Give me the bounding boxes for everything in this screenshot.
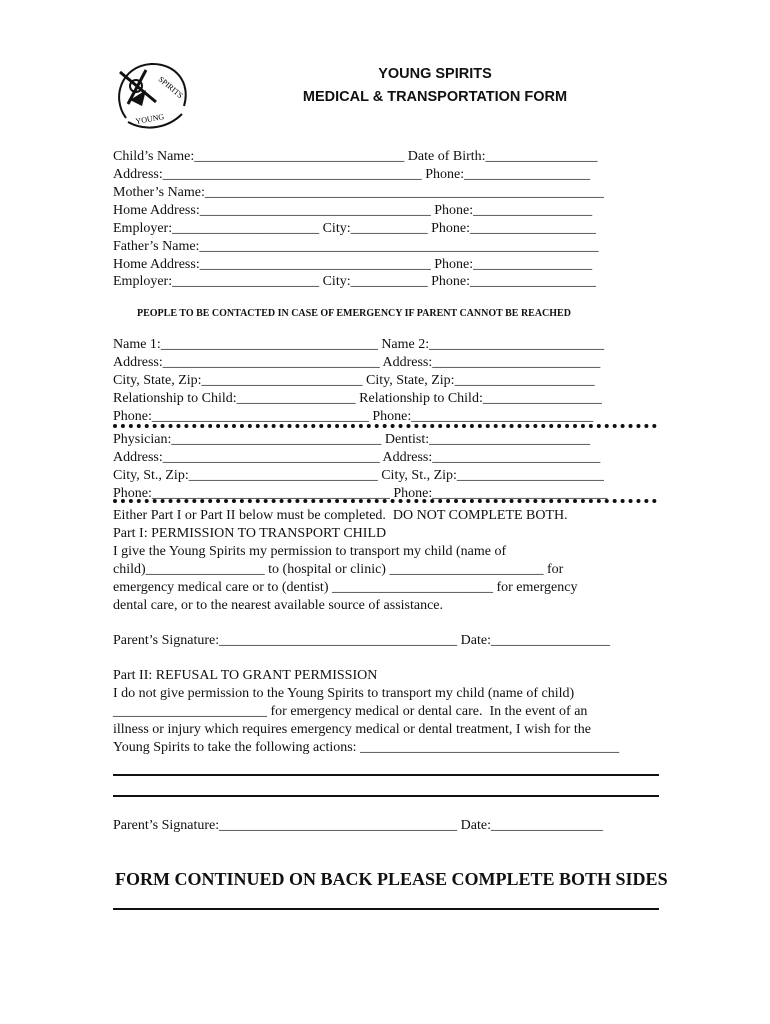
mother-name-line[interactable]: Mother’s Name:_________________________________________________________: [113, 185, 604, 200]
part1-text-line[interactable]: child)_________________ to (hospital or clinic) ______________________ for: [113, 562, 564, 577]
form-title-line2: MEDICAL & TRANSPORTATION FORM: [302, 89, 568, 105]
child-name-line[interactable]: Child’s Name:______________________________ Date of Birth:________________: [113, 149, 598, 164]
part1-text-line: I give the Young Spirits my permission to transport my child (name of: [113, 544, 507, 559]
contact-phone-line[interactable]: Phone:_______________________________ Phone:__________________________: [113, 409, 594, 424]
contact-address-line[interactable]: Address:_______________________________ Address:________________________: [113, 355, 601, 370]
father-name-line[interactable]: Father’s Name:_________________________________________________________: [113, 239, 599, 254]
contact-relationship-line[interactable]: Relationship to Child:_________________ Relationship to Child:_________________: [113, 391, 602, 406]
part1-text-line: dental care, or to the nearest available source of assistance.: [113, 598, 444, 613]
dotted-divider-top: [113, 424, 657, 428]
form-continued-notice: FORM CONTINUED ON BACK PLEASE COMPLETE BOTH SIDES: [115, 869, 668, 889]
emergency-contacts-heading: PEOPLE TO BE CONTACTED IN CASE OF EMERGENCY IF PARENT CANNOT BE REACHED: [137, 308, 571, 319]
part2-text-line: illness or injury which requires emergency medical or dental treatment, I wish for the: [113, 722, 591, 737]
father-employer-line[interactable]: Employer:_____________________ City:___________ Phone:__________________: [113, 274, 596, 289]
mother-employer-line[interactable]: Employer:_____________________ City:___________ Phone:__________________: [113, 221, 596, 236]
physician-line[interactable]: Physician:______________________________ Dentist:_______________________: [113, 432, 591, 447]
actions-answer-line-2[interactable]: [113, 795, 659, 797]
footer-rule: [113, 908, 659, 910]
part2-signature-line[interactable]: Parent’s Signature:__________________________________ Date:________________: [113, 818, 603, 833]
provider-phone-line[interactable]: Phone:__________________________________ Phone:_________________________: [113, 486, 608, 501]
contact-city-line[interactable]: City, State, Zip:_______________________ City, State, Zip:____________________: [113, 373, 595, 388]
provider-city-line[interactable]: City, St., Zip:___________________________ City, St., Zip:_____________________: [113, 468, 604, 483]
part1-heading: Part I: PERMISSION TO TRANSPORT CHILD: [113, 526, 387, 541]
part1-signature-line[interactable]: Parent’s Signature:__________________________________ Date:_________________: [113, 633, 610, 648]
contact-name-line[interactable]: Name 1:_______________________________ Name 2:_________________________: [113, 337, 605, 352]
part2-text-line[interactable]: ______________________ for emergency medical or dental care. In the event of an: [113, 704, 588, 719]
provider-address-line[interactable]: Address:_______________________________ Address:________________________: [113, 450, 601, 465]
mother-home-address-line[interactable]: Home Address:_________________________________ Phone:_________________: [113, 203, 593, 218]
form-title-line1: YOUNG SPIRITS: [378, 66, 492, 82]
father-home-address-line[interactable]: Home Address:_________________________________ Phone:_________________: [113, 257, 593, 272]
dotted-divider-bottom: [113, 499, 657, 503]
part2-text-line[interactable]: Young Spirits to take the following actions: _____________________________________: [113, 740, 620, 755]
part2-text-line: I do not give permission to the Young Spirits to transport my child (name of child): [113, 686, 575, 701]
actions-answer-line-1[interactable]: [113, 774, 659, 776]
part2-heading: Part II: REFUSAL TO GRANT PERMISSION: [113, 668, 378, 683]
svg-text:YOUNG: YOUNG: [134, 112, 165, 126]
child-address-line[interactable]: Address:_____________________________________ Phone:__________________: [113, 167, 591, 182]
part1-text-line[interactable]: emergency medical care or to (dentist) _______________________ for emergency: [113, 580, 578, 595]
svg-text:SPIRITS: SPIRITS: [156, 74, 185, 101]
instructions-text: Either Part I or Part II below must be completed. DO NOT COMPLETE BOTH.: [113, 508, 568, 523]
